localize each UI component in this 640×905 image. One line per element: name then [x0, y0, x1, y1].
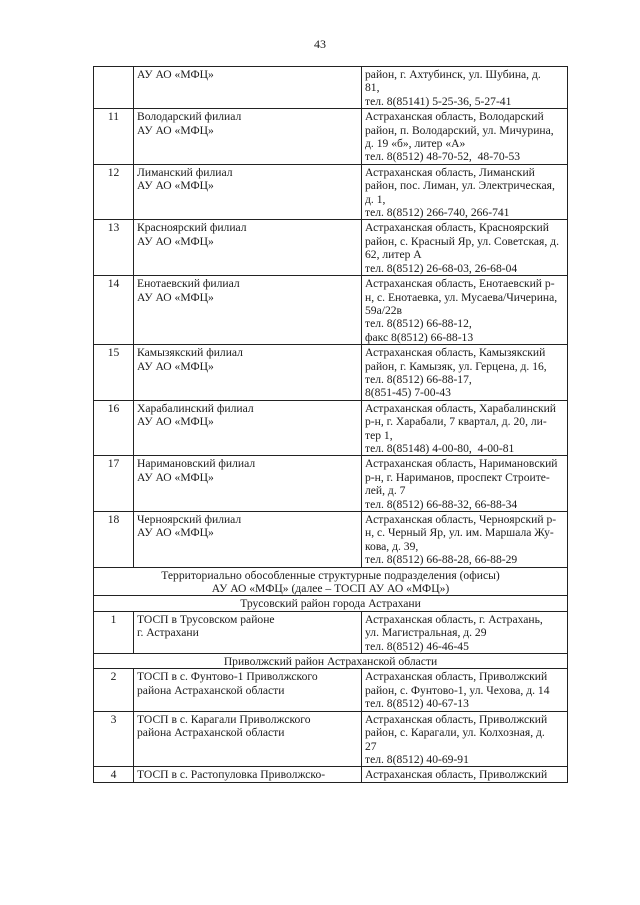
office-name	[134, 512, 362, 568]
office-address	[362, 669, 568, 711]
office-name-line: ТОСП в Трусовском районе	[137, 612, 275, 626]
office-address-line: д. 1,	[365, 192, 386, 206]
office-address-line: д. 19 «б», литер «А»	[365, 137, 466, 151]
office-address-line: р-н, г. Харабали, 7 квартал, д. 20, ли-	[365, 415, 547, 429]
office-address	[362, 611, 568, 653]
office-address-line: район, пос. Лиман, ул. Электрическая,	[365, 179, 555, 193]
office-name-line: АУ АО «МФЦ»	[137, 415, 214, 429]
office-address-line: тер 1,	[365, 428, 393, 442]
row-number: 15	[94, 345, 134, 401]
office-address-line: тел. 8(8512) 66-88-28, 66-88-29	[365, 553, 518, 567]
office-address-line: Астраханская область, Камызякский	[365, 346, 546, 360]
office-name-line: АУ АО «МФЦ»	[137, 68, 214, 81]
page-number: 43	[314, 37, 326, 51]
office-name-line: Лиманский филиал	[137, 165, 233, 179]
office-address-line: Астраханская область, Наримановский	[365, 457, 558, 471]
office-address-line: р-н, г. Нариманов, проспект Строите-	[365, 470, 550, 484]
office-name	[134, 611, 362, 653]
office-name-line: района Астраханской области	[137, 683, 285, 697]
office-address	[362, 220, 568, 276]
office-name-line: АУ АО «МФЦ»	[137, 179, 214, 193]
office-address-line: тел. 8(8512) 46-46-45	[365, 639, 469, 653]
office-name-line: АУ АО «МФЦ»	[137, 526, 214, 540]
row-number: 4	[94, 767, 134, 782]
office-name-line: ТОСП в с. Фунтово-1 Приволжского	[137, 670, 318, 684]
office-name-line: Володарский филиал	[137, 110, 242, 124]
office-name-line: ТОСП в с. Карагали Приволжского	[137, 712, 311, 726]
section-header-row	[94, 596, 568, 611]
office-address-line: 59а/22в	[365, 303, 403, 317]
office-name	[134, 767, 362, 782]
office-address-line: тел. 8(8512) 26-68-03, 26-68-04	[365, 261, 518, 275]
office-address	[362, 711, 568, 767]
office-address-line: район, п. Володарский, ул. Мичурина,	[365, 123, 554, 137]
office-name-line: Красноярский филиал	[137, 221, 247, 235]
table-row	[94, 711, 568, 767]
table-row	[94, 669, 568, 711]
office-address	[362, 456, 568, 512]
table-row	[94, 345, 568, 401]
office-name-line: АУ АО «МФЦ»	[137, 290, 214, 304]
office-address-line: тел. 8(85141) 5-25-36, 5-27-41	[365, 94, 512, 108]
table-row	[94, 400, 568, 456]
section-header	[94, 596, 568, 611]
row-number: 13	[94, 220, 134, 276]
office-address-line: район, с. Фунтово-1, ул. Чехова, д. 14	[365, 683, 550, 697]
office-name	[134, 67, 362, 109]
office-address-line: Астраханская область, Володарский	[365, 110, 544, 124]
office-name-line: Наримановский филиал	[137, 457, 256, 471]
office-address-line: тел. 8(8512) 66-88-17,	[365, 372, 472, 386]
office-address	[362, 345, 568, 401]
section-header	[94, 654, 568, 669]
office-address-line: 62, литер А	[365, 248, 422, 262]
branches-table-body	[94, 67, 568, 783]
row-number: 1	[94, 611, 134, 653]
row-number: 2	[94, 669, 134, 711]
office-address-line: ул. Магистральная, д. 29	[365, 626, 487, 640]
office-address-line: район, с. Красный Яр, ул. Советская, д.	[365, 234, 559, 248]
office-address-line: Астраханская область, Енотаевский р-	[365, 277, 555, 291]
office-address-line: район, с. Карагали, ул. Колхозная, д.	[365, 726, 545, 740]
office-address-line: 27	[365, 739, 377, 753]
row-number: 14	[94, 276, 134, 345]
office-name-line: Енотаевский филиал	[137, 277, 240, 291]
row-number	[94, 67, 134, 109]
row-number: 17	[94, 456, 134, 512]
office-name	[134, 276, 362, 345]
table-row	[94, 220, 568, 276]
office-address-line: 81,	[365, 81, 380, 95]
office-address-line: кова, д. 39,	[365, 539, 419, 553]
office-name-line: Камызякский филиал	[137, 346, 243, 360]
office-address-line: тел. 8(8512) 266-740, 266-741	[365, 206, 510, 220]
office-address-line: н, с. Енотаевка, ул. Мусаева/Чичерина,	[365, 290, 558, 304]
table-row	[94, 767, 568, 782]
row-number: 18	[94, 512, 134, 568]
office-name-line: Черноярский филиал	[137, 513, 242, 526]
office-address-line: н, с. Черный Яр, ул. им. Маршала Жу-	[365, 526, 554, 540]
row-number: 3	[94, 711, 134, 767]
office-address-line: Астраханская область, г. Астрахань,	[365, 612, 543, 626]
office-name	[134, 164, 362, 220]
office-name-line: Харабалинский филиал	[137, 401, 254, 415]
office-name	[134, 456, 362, 512]
row-number: 11	[94, 109, 134, 165]
office-address	[362, 276, 568, 345]
office-address	[362, 164, 568, 220]
office-address	[362, 400, 568, 456]
office-address-line: тел. 8(8512) 40-69-91	[365, 752, 469, 766]
section-header-line: Трусовский район города Астрахани	[240, 597, 421, 611]
office-address-line: Астраханская область, Черноярский р-	[365, 513, 557, 526]
office-address-line: тел. 8(8512) 66-88-12,	[365, 317, 472, 331]
office-address-line: район, г. Камызяк, ул. Герцена, д. 16,	[365, 359, 547, 373]
office-name	[134, 711, 362, 767]
branches-table	[93, 66, 568, 783]
office-name	[134, 669, 362, 711]
office-address-line: тел. 8(8512) 40-67-13	[365, 697, 469, 711]
office-address-line: факс 8(8512) 66-88-13	[365, 330, 474, 344]
office-name-line: АУ АО «МФЦ»	[137, 470, 214, 484]
office-name	[134, 109, 362, 165]
table-row	[94, 512, 568, 568]
office-address-line: район, г. Ахтубинск, ул. Шубина, д.	[365, 68, 541, 81]
row-number: 12	[94, 164, 134, 220]
section-header-line: Приволжский район Астраханской области	[223, 655, 438, 669]
table-row	[94, 611, 568, 653]
table-row	[94, 276, 568, 345]
office-name-line: ТОСП в с. Растопуловка Приволжско-	[137, 768, 326, 782]
office-address-line: Астраханская область, Приволжский	[365, 712, 548, 726]
section-header-line: АУ АО «МФЦ» (далее – ТОСП АУ АО «МФЦ»)	[211, 582, 450, 596]
office-address-line: тел. 8(8512) 48-70-52, 48-70-53	[365, 150, 521, 164]
office-address-line: тел. 8(85148) 4-00-80, 4-00-81	[365, 441, 515, 455]
table-row	[94, 67, 568, 109]
office-name-line: АУ АО «МФЦ»	[137, 234, 214, 248]
office-address-line: Астраханская область, Харабалинский	[365, 401, 556, 415]
office-name-line: АУ АО «МФЦ»	[137, 123, 214, 137]
office-address-line: Астраханская область, Лиманский	[365, 165, 535, 179]
office-address-line: Астраханская область, Красноярский	[365, 221, 549, 235]
section-header-row	[94, 567, 568, 596]
office-address	[362, 109, 568, 165]
table-row	[94, 164, 568, 220]
section-header-line: Территориально обособленные структурные подразделения (офисы)	[161, 568, 500, 582]
office-name-line: г. Астрахани	[137, 626, 199, 640]
office-address-line: тел. 8(8512) 66-88-32, 66-88-34	[365, 497, 518, 511]
office-address-line: 8(851-45) 7-00-43	[365, 386, 451, 400]
row-number: 16	[94, 400, 134, 456]
table-row	[94, 109, 568, 165]
office-address-line: Астраханская область, Приволжский	[365, 768, 548, 782]
office-address-line: Астраханская область, Приволжский	[365, 670, 548, 684]
office-address	[362, 767, 568, 782]
office-name	[134, 400, 362, 456]
office-name-line: района Астраханской области	[137, 726, 285, 740]
office-address	[362, 67, 568, 109]
table-row	[94, 456, 568, 512]
section-header	[94, 567, 568, 596]
section-header-row	[94, 654, 568, 669]
office-address-line: лей, д. 7	[365, 484, 406, 498]
office-name	[134, 220, 362, 276]
office-name	[134, 345, 362, 401]
office-name-line: АУ АО «МФЦ»	[137, 359, 214, 373]
office-address	[362, 512, 568, 568]
